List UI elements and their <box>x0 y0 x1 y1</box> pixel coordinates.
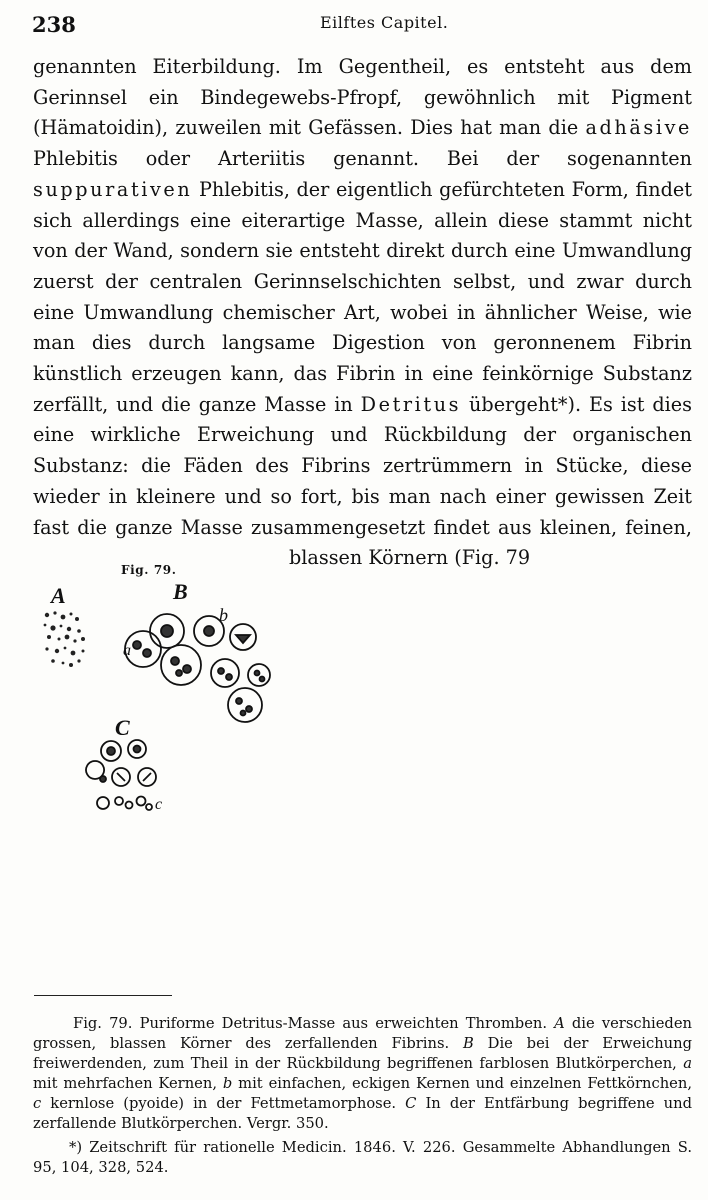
figure-letter-B: B <box>173 579 188 605</box>
term-detritus: Detritus <box>360 392 462 416</box>
page-header <box>30 8 684 38</box>
figure-letter-c: c <box>155 796 163 814</box>
running-title: Eilftes Capitel. <box>320 13 449 32</box>
granules-A <box>44 612 85 668</box>
cells-C <box>86 740 156 810</box>
paragraph-1: genannten Eiterbildung. Im Gegentheil, es entsteht aus dem Gerinnsel ein Bindegewebs-Pfropf, gewöhnlich mit Pigment (Hämatoidin), zuweilen mit Gefässen. Dies hat man die adhäsive Phlebitis oder Arteriitis genannt. Bei der sogenannten suppurativen Phlebitis, der eigentlich gefürchteten Form, findet sich allerdings eine eiterartige Masse, allein diese stammt nicht von der Wand, sondern sie entsteht direkt durch eine Umwandlung zuerst der centralen Gerinnselschichten selbst, und zwar durch eine Umwandlung chemischer Art, wobei in ähnlicher Weise, wie man dies durch langsame Digestion von geronnenem Fibrin künstlich erzeugen kann, das Fibrin in eine feinkörnige Substanz zerfällt, und die ganze Masse in Detritus übergeht*). Es ist dies eine wirkliche Erweichung und Rückbildung der organischen Substanz: die Fäden des Fibrins zertrümmern in Stücke, diese wieder in kleinere und so fort, bis man nach einer gewissen Zeit fast die ganze Masse zusammengesetzt findet aus kleinen, feinen, blassen Körnern (Fig. 79 Fig. 79. A B b a C c <box>33 52 692 574</box>
figure-letter-a: a <box>123 642 131 660</box>
footnotes <box>33 1014 692 1178</box>
footnote-reference: *) Zeitschrift für rationelle Medicin. 1846. V. 226. Gesammelte Abhandlungen S. 95, 104, 328, 524. <box>33 1139 692 1176</box>
footnote-rule <box>34 995 172 996</box>
figure-caption: Fig. 79. Puriforme Detritus-Masse aus erweichten Thromben. A die verschieden grossen, blassen Körner des zerfallenden Fibrins. B Die bei der Erweichung freiwerdenden, zum Theil in der Rückbildung begriffenen farblosen Blutkörperchen, a mit mehrfachen Kernen, b mit einfachen, eckigen Kernen und einzelnen Fettkörnchen, c kernlose (pyoide) in der Fettmetamorphose. C In der Entfärbung begriffene und zerfallende Blutkörperchen. Vergr. 350. <box>33 1015 693 1132</box>
figure-label: Fig. 79. <box>121 563 177 578</box>
page-number: 238 <box>32 12 76 37</box>
figure-79 <box>33 545 281 855</box>
term-suppurativen: suppurativen <box>33 177 193 201</box>
body-text <box>33 52 692 855</box>
cells-B <box>125 614 270 722</box>
figure-letter-C: C <box>115 715 130 741</box>
figure-letter-b: b <box>219 605 228 626</box>
figure-letter-A: A <box>51 583 66 609</box>
figure-illustration <box>33 573 273 823</box>
term-adhaesive: adhäsive <box>585 116 692 140</box>
footnote-mark: *) <box>69 1139 83 1156</box>
